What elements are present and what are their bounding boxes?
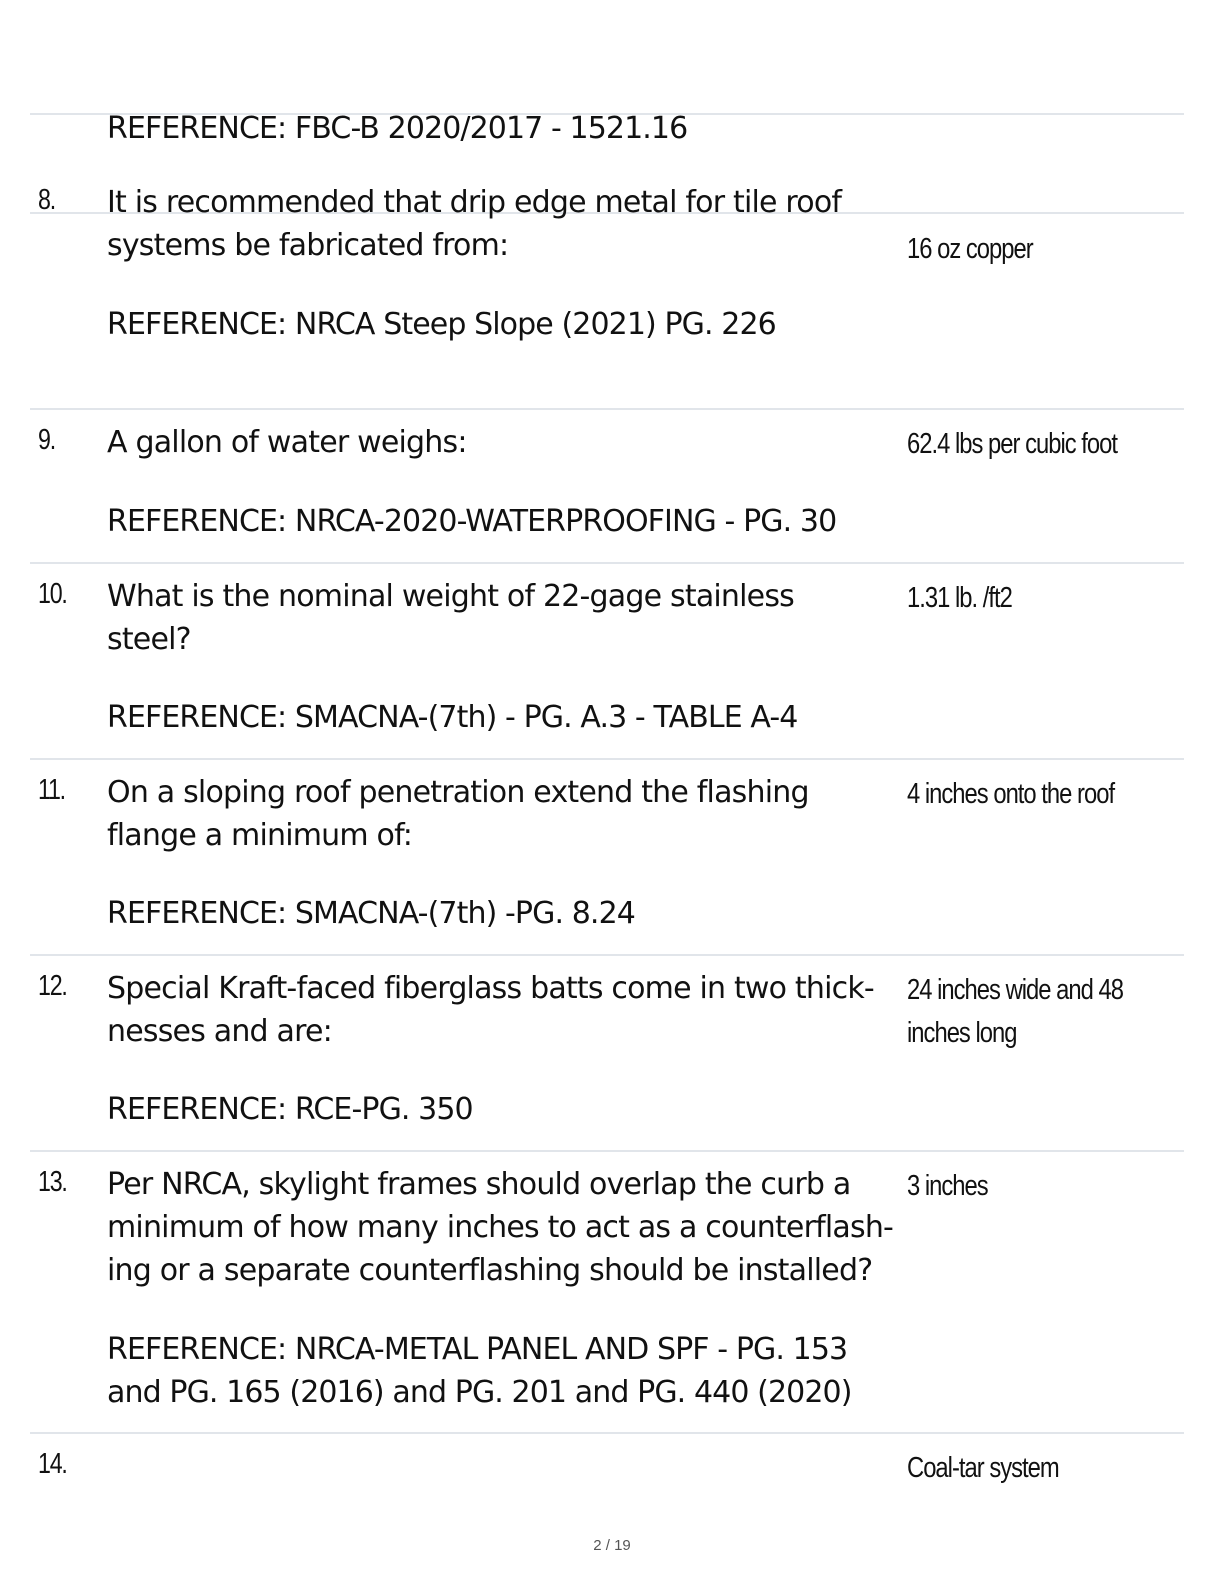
question-text-8: It is recommended that drip edge metal for tile roof systems be fabricated from: [107,185,842,263]
reference-9: REFERENCE: NRCA-2020-WATERPROOFING - PG. 30 [107,504,837,539]
reference-10: REFERENCE: SMACNA-(7th) - PG. A.3 - TABLE A-4 [107,700,798,735]
reference-11: REFERENCE: SMACNA-(7th) -PG. 8.24 [107,896,635,931]
answer-10: 1.31 lb. /ft2 [907,582,1012,614]
divider-10 [30,562,1184,564]
divider-13 [30,1150,1184,1152]
question-number-10: 10. [38,578,67,610]
answer-8: 16 oz copper [907,233,1033,265]
question-text-10: What is the nominal weight of 22-gage stainless steel? [107,579,795,657]
reference-13: REFERENCE: NRCA-METAL PANEL AND SPF - PG. 153 and PG. 165 (2016) and PG. 201 and PG. 440 (2020) [107,1332,852,1410]
divider-11 [30,758,1184,760]
question-number-14: 14. [38,1448,67,1480]
reference-7: REFERENCE: FBC-B 2020/2017 - 1521.16 [107,111,688,146]
answer-11: 4 inches onto the roof [907,778,1115,810]
answer-12: 24 inches wide and 48 inches long [907,974,1123,1049]
answer-13: 3 inches [907,1170,988,1202]
answer-14: Coal-tar system [907,1452,1059,1484]
question-number-12: 12. [38,970,67,1002]
reference-12: REFERENCE: RCE-PG. 350 [107,1092,473,1127]
page-number: 2 / 19 [593,1537,631,1554]
answer-9: 62.4 lbs per cubic foot [907,428,1118,460]
question-number-13: 13. [38,1166,67,1198]
question-number-9: 9. [38,424,55,456]
question-number-11: 11. [38,774,65,806]
divider-14 [30,1432,1184,1434]
question-number-8: 8. [38,184,55,216]
question-text-12: Special Kraft-faced fiberglass batts come in two thick- nesses and are: [107,971,874,1049]
question-text-9: A gallon of water weighs: [107,425,467,460]
reference-8: REFERENCE: NRCA Steep Slope (2021) PG. 226 [107,307,776,342]
question-text-11: On a sloping roof penetration extend the flashing flange a minimum of: [107,775,809,853]
question-text-13: Per NRCA, skylight frames should overlap the curb a minimum of how many inches to act as a counterflash- ing or a separate counterflashing should be installed? [107,1167,894,1288]
divider-12 [30,954,1184,956]
divider-9 [30,408,1184,410]
